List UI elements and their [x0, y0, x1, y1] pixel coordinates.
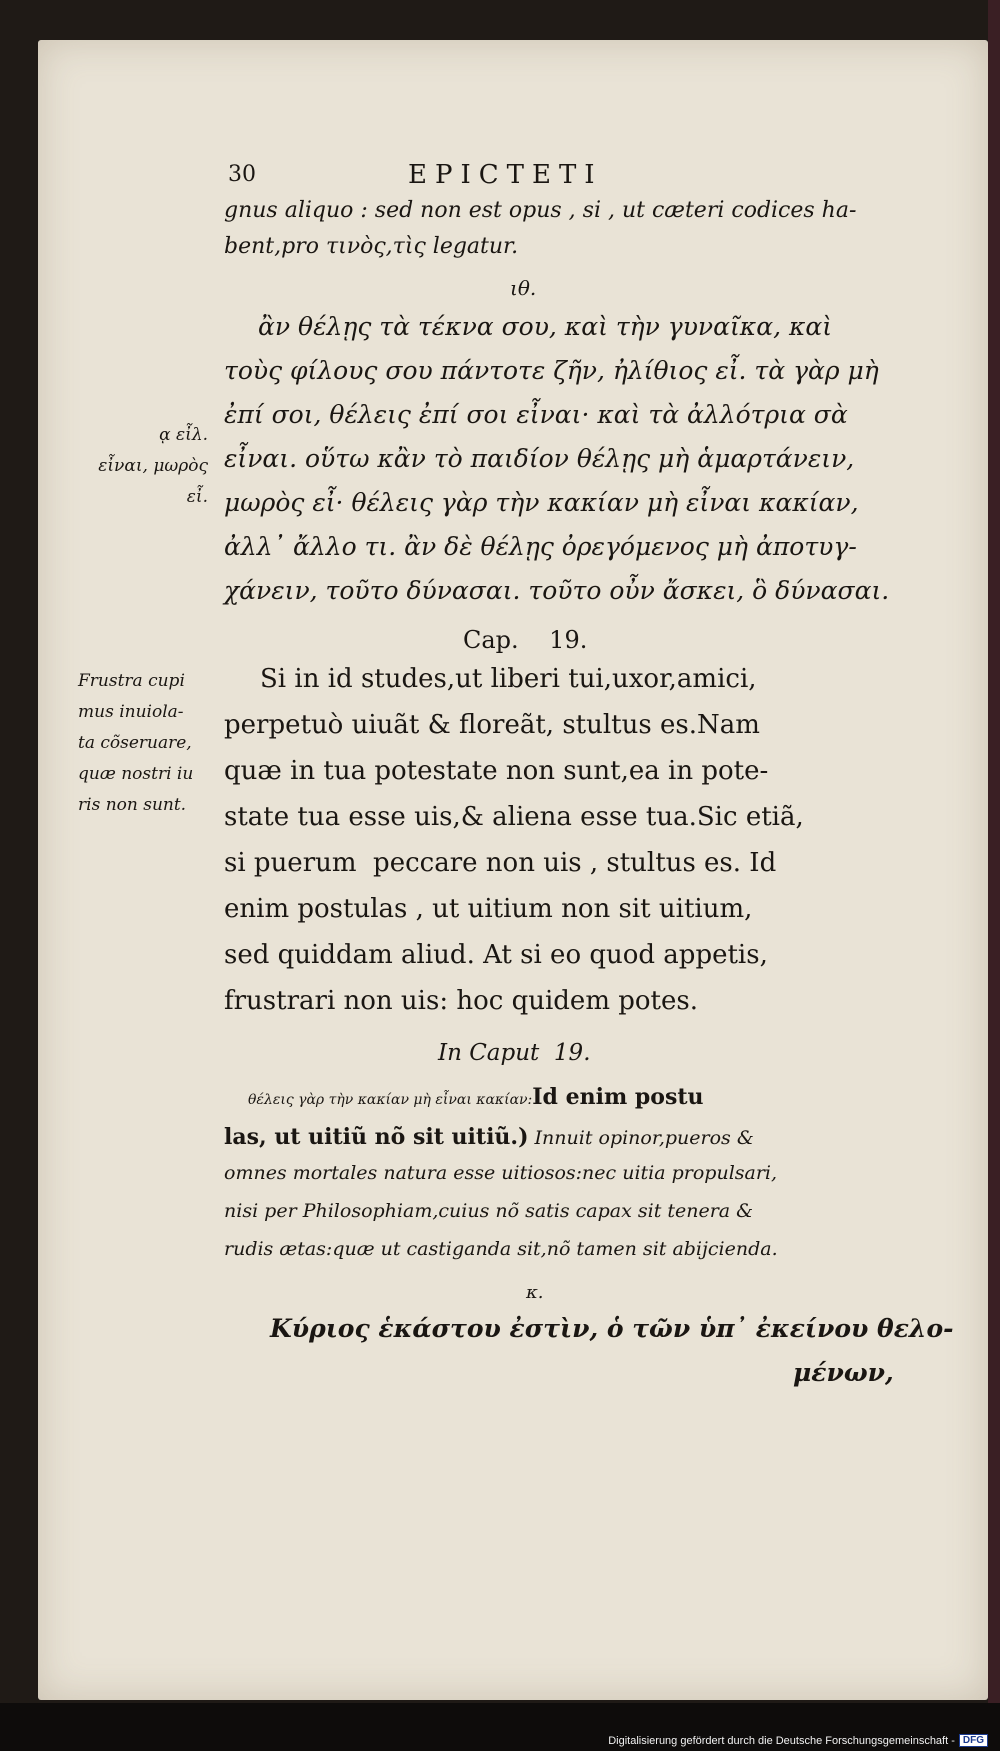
margin-latin-line-5: ris non sunt. [78, 795, 187, 815]
greek-line-4: εἶναι. οὕτω κἂν τὸ παιδίον θέλῃς μὴ ἁμαρτάνειν, [224, 444, 855, 473]
intro-line-2: bent,pro τινὸς,τὶς legatur. [224, 234, 519, 259]
greek-line-6: ἀλλ᾽ ἄλλο τι. ἂν δὲ θέλῃς ὀρεγόμενος μὴ ἀποτυγ- [224, 532, 857, 561]
latin-line-1: Si in id studes,ut liberi tui,uxor,amici, [260, 664, 757, 694]
next-greek-line-2: μένων, [793, 1358, 894, 1387]
margin-greek-line-2: εἶναι, μωρὸς [98, 456, 208, 476]
commentary-italic-start: Innuit opinor,pueros & [528, 1127, 754, 1149]
latin-line-7: sed quiddam aliud. At si eo quod appetis, [224, 940, 768, 970]
commentary-line-5: rudis ætas:quæ ut castiganda sit,nõ tamen sit abijcienda. [224, 1238, 778, 1260]
latin-line-8: frustrari non uis: hoc quidem potes. [224, 986, 698, 1016]
margin-greek-line-1: ᾳ εἶλ. [159, 425, 208, 445]
latin-line-6: enim postulas , ut uitium non sit uitium, [224, 894, 753, 924]
book-page [38, 40, 988, 1700]
commentary-greek: θέλεις γὰρ τὴν κακίαν μὴ εἶναι κακίαν: [248, 1092, 533, 1108]
latin-line-3: quæ in tua potestate non sunt,ea in pote- [224, 756, 769, 786]
margin-greek-note [98, 420, 208, 513]
margin-latin-line-4: quæ nostri iu [78, 764, 194, 784]
commentary-latin-bold: Id enim postu [532, 1084, 704, 1110]
dfg-logo: DFG [959, 1734, 988, 1747]
greek-line-2: τοὺς φίλους σου πάντοτε ζῆν, ἠλίθιος εἶ. τὰ γὰρ μὴ [224, 356, 879, 385]
digitization-credit [608, 1734, 988, 1747]
greek-line-3: ἐπί σοι, θέλεις ἐπί σοι εἶναι· καὶ τὰ ἀλλότρια σὰ [224, 400, 848, 429]
book-edge [988, 0, 1000, 1751]
greek-line-1: ἂν θέλῃς τὰ τέκνα σου, καὶ τὴν γυναῖκα, καὶ [258, 312, 833, 341]
margin-latin-line-3: ta cõseruare, [78, 733, 192, 753]
latin-line-5: si puerum peccare non uis , stultus es. Id [224, 848, 777, 878]
margin-latin-line-1: Frustra cupi [78, 671, 185, 691]
latin-line-4: state tua esse uis,& aliena esse tua.Sic etiã, [224, 802, 804, 832]
commentary-bold-quote: las, ut uitiũ nõ sit uitiũ.) [224, 1124, 529, 1150]
next-greek-line-1: Κύριος ἑκάστου ἐστὶν, ὁ τῶν ὑπ᾽ ἐκείνου θελο- [270, 1314, 954, 1343]
margin-latin-line-2: mus inuiola- [78, 702, 184, 722]
commentary-line-4: nisi per Philosophiam,cuius nõ satis capax sit tenera & [224, 1200, 754, 1222]
section-numeral: ιθ. [510, 276, 537, 300]
greek-line-5: μωρὸς εἶ· θέλεις γὰρ τὴν κακίαν μὴ εἶναι κακίαν, [224, 488, 859, 517]
running-title: EPICTETI [408, 160, 603, 190]
scan-footer-bar [0, 1703, 1000, 1751]
margin-greek-line-3: εἶ. [186, 487, 208, 507]
next-section-numeral: κ. [526, 1282, 544, 1303]
commentary-line-1 [248, 1084, 704, 1110]
intro-line-1: gnus aliquo : sed non est opus , si , ut cæteri codices ha- [224, 198, 857, 223]
margin-latin-note [78, 666, 228, 821]
greek-line-7: χάνειν, τοῦτο δύνασαι. τοῦτο οὖν ἄσκει, ὃ δύνασαι. [224, 576, 890, 605]
chapter-heading: Cap. 19. [463, 626, 588, 654]
page-number: 30 [228, 162, 256, 187]
commentary-line-3: omnes mortales natura esse uitiosos:nec uitia propulsari, [224, 1162, 778, 1184]
credit-text: Digitalisierung gefördert durch die Deutsche Forschungsgemeinschaft - [608, 1734, 955, 1747]
latin-line-2: perpetuò uiuãt & floreãt, stultus es.Nam [224, 710, 760, 740]
commentary-heading: In Caput 19. [438, 1040, 591, 1066]
commentary-line-2 [224, 1124, 754, 1150]
